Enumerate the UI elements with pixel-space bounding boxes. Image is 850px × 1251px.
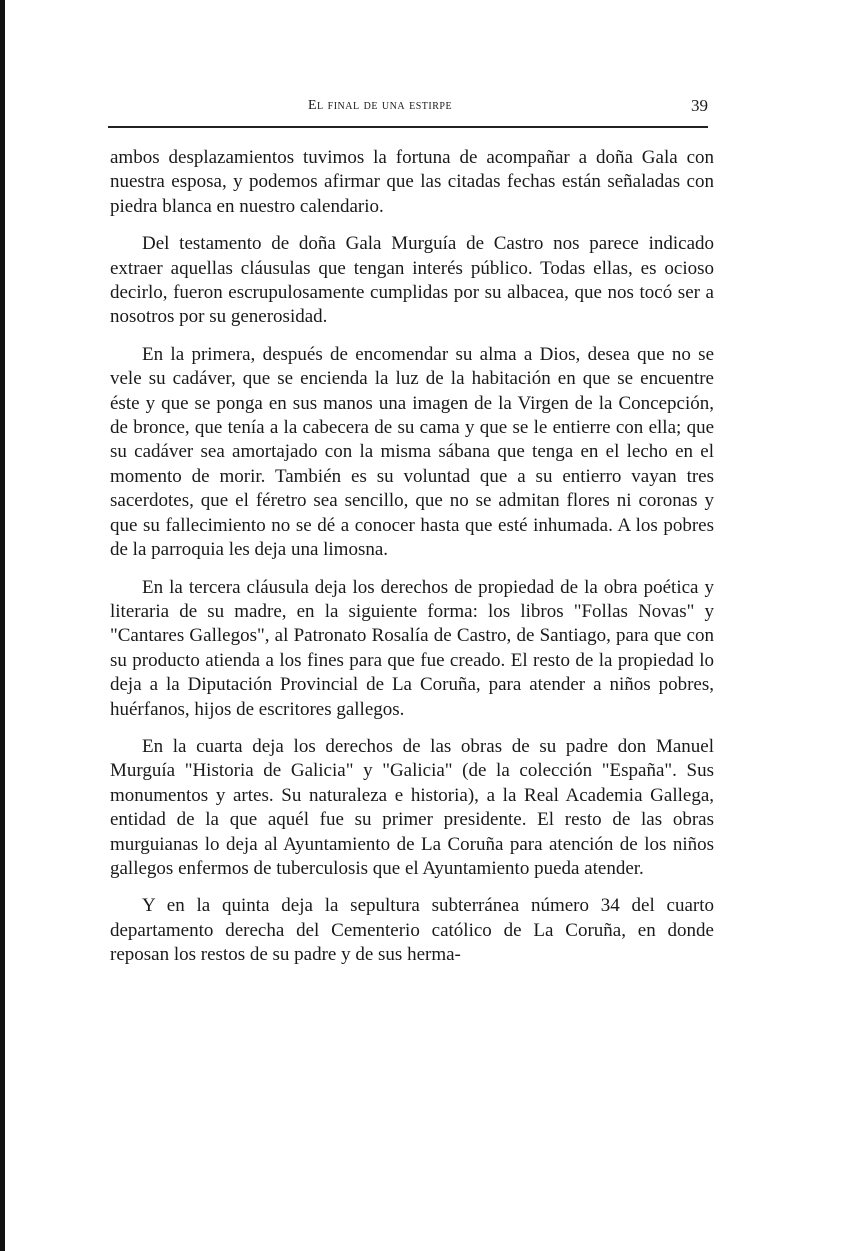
paragraph-third-clause: En la tercera cláusula deja los derechos de propiedad de la obra poética y literaria de su madre, en la siguiente forma: los libros "Follas Novas" y "Cantares Gallegos", al Patronato Rosalía de Castro, de Santiago, para que con su producto atienda a los fines para que fue creado. El resto de la propiedad lo deja a la Diputación Provincial de La Coruña, para atender a niños pobres, huérfanos, hijos de escritores gallegos.: [110, 576, 714, 720]
page-number: 39: [691, 96, 708, 115]
paragraph-continued: ambos desplazamientos tuvimos la fortuna de acompañar a doña Gala con nuestra esposa, y podemos afirmar que las citadas fechas están señaladas con piedra blanca en nuestro calendario.: [110, 147, 714, 217]
page-binding-edge: [0, 0, 5, 1251]
body-text: [110, 146, 714, 981]
paragraph-testament-intro: Del testamento de doña Gala Murguía de Castro nos parece indicado extraer aquellas cláusulas que tengan interés público. Todas ellas, es ocioso decirlo, fueron escrupulosamente cumplidas por su albacea, que nos tocó ser a nosotros por su generosidad.: [110, 233, 714, 328]
paragraph-fifth-clause: Y en la quinta deja la sepultura subterránea número 34 del cuarto departamento derecha del Cementerio católico de La Coruña, en donde reposan los restos de su padre y de sus herma-: [110, 895, 714, 966]
running-title: El final de una estirpe: [308, 98, 453, 113]
running-head: [108, 96, 710, 120]
paragraph-fourth-clause: En la cuarta deja los derechos de las obras de su padre don Manuel Murguía "Historia de Galicia" y "Galicia" (de la colección "España". Sus monumentos y artes. Su naturaleza e historia), a la Real Academia Gallega, entidad de la que aquél fue su primer presidente. El resto de las obras murguianas lo deja al Ayuntamiento de La Coruña para atención de los niños gallegos enfermos de tuberculosis que el Ayuntamiento pueda atender.: [110, 735, 714, 879]
header-rule: [108, 126, 708, 128]
paragraph-first-clause: En la primera, después de encomendar su alma a Dios, desea que no se vele su cadáver, que se encienda la luz de la habitación en que se encuentre éste y que se ponga en sus manos una imagen de la Virgen de la Concepción, de bronce, que tenía a la cabecera de su cama y que se le entierre con ella; que su cadáver sea amortajado con la misma sábana que tenga en el lecho en el momento de morir. También es su voluntad que a su entierro vayan tres sacerdotes, que el féretro sea sencillo, que no se admitan flores ni coronas y que su fallecimiento no se dé a conocer hasta que esté inhumada. A los pobres de la parroquia les deja una limosna.: [110, 343, 714, 561]
